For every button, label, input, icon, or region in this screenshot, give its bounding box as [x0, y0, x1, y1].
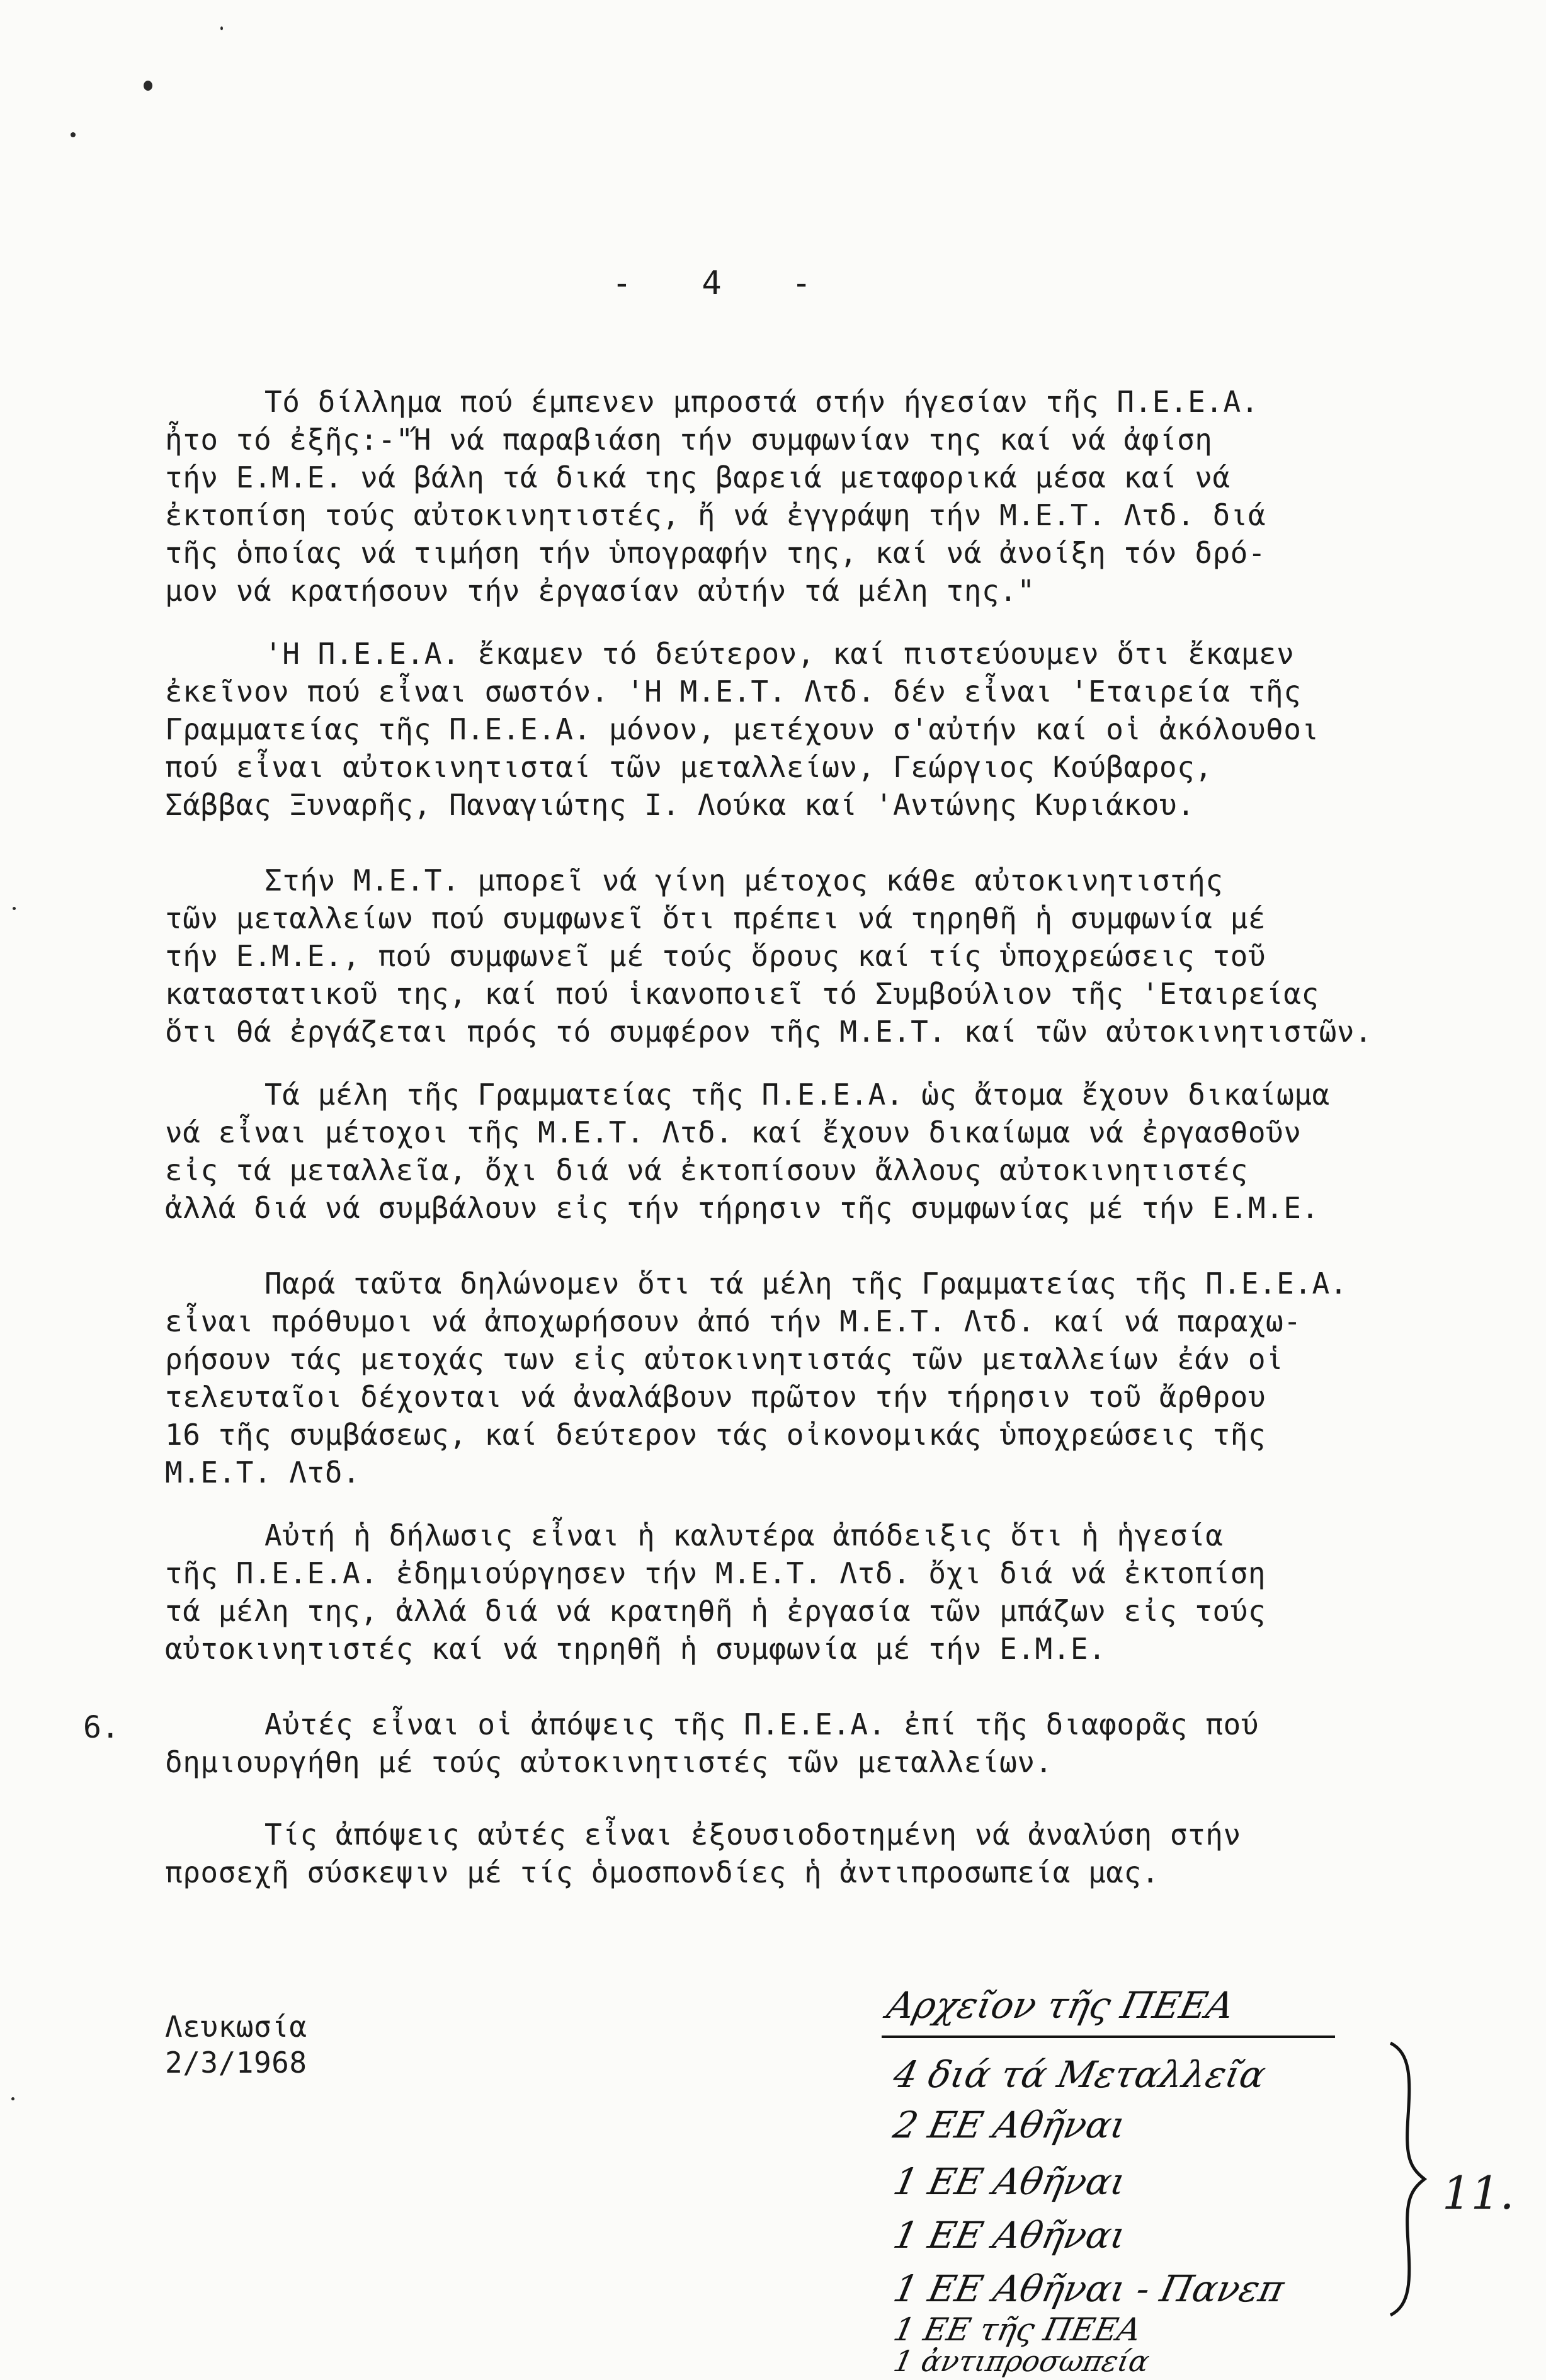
text-line: τῆς ὁποίας νά τιμήση τήν ὑπογραφήν της, καί νά ἀνοίξη τόν δρό-	[165, 536, 1266, 570]
distribution-count: 11.	[1442, 2166, 1515, 2219]
text-line: Παρά ταῦτα δηλώνομεν ὅτι τά μέλη τῆς Γραμματείας τῆς Π.Ε.Ε.Α.	[264, 1267, 1348, 1301]
text-line: Σάββας Ξυναρῆς, Παναγιώτης Ι. Λούκα καί 'Αντώνης Κυριάκου.	[165, 788, 1195, 822]
text-line: τελευταῖοι δέχονται νά ἀναλάβουν πρῶτον τήν τήρησιν τοῦ ἄρθρου	[165, 1380, 1266, 1414]
handwritten-entry: 4 διά τά Μεταλλεῖα	[889, 2053, 1270, 2096]
page-number: - 4 -	[611, 265, 837, 302]
handwritten-entry: 1 ΕΕ Αθῆναι	[889, 2214, 1130, 2257]
text-line: Αὐτή ἡ δήλωσις εἶναι ἡ καλυτέρα ἀπόδειξις ὅτι ἡ ἡγεσία	[264, 1518, 1224, 1552]
text-line: πού εἶναι αὐτοκινητισταί τῶν μεταλλείων, Γεώργιος Κούβαρος,	[165, 750, 1213, 784]
handwritten-entry: 1 ΕΕ τῆς ΠΕΕΑ	[890, 2311, 1144, 2348]
place: Λευκωσία	[165, 2010, 307, 2044]
text-line: ἐκτοπίση τούς αὐτοκινητιστές, ἤ νά ἐγγράψη τήν Μ.Ε.Τ. Λτδ. διά	[165, 498, 1266, 532]
text-line: ἐκεῖνον πού εἶναι σωστόν. 'Η Μ.Ε.Τ. Λτδ. δέν εἶναι 'Εταιρεία τῆς	[165, 675, 1302, 709]
text-line: Αὐτές εἶναι οἱ ἀπόψεις τῆς Π.Ε.Ε.Α. ἐπί τῆς διαφορᾶς πού	[264, 1707, 1259, 1741]
text-line: δημιουργήθη μέ τούς αὐτοκινητιστές τῶν μεταλλείων.	[165, 1745, 1053, 1779]
text-line: τῶν μεταλλείων πού συμφωνεῖ ὅτι πρέπει νά τηρηθῆ ἡ συμφωνία μέ	[165, 901, 1266, 935]
text-line: Τά μέλη τῆς Γραμματείας τῆς Π.Ε.Ε.Α. ὡς ἄτομα ἔχουν δικαίωμα	[264, 1078, 1330, 1112]
text-line: καταστατικοῦ της, καί πού ἱκανοποιεῖ τό Συμβούλιον τῆς 'Εταιρείας	[165, 977, 1319, 1011]
text-line: τῆς Π.Ε.Ε.Α. ἐδημιούργησεν τήν Μ.Ε.Τ. Λτδ. ὄχι διά νά ἐκτοπίση	[165, 1556, 1266, 1590]
scan-speck	[11, 2097, 14, 2100]
text-line: αὐτοκινητιστές καί νά τηρηθῆ ἡ συμφωνία μέ τήν Ε.Μ.Ε.	[165, 1632, 1106, 1666]
handwritten-entry: 1 ἀντιπροσωπεία	[890, 2344, 1153, 2378]
text-line: μον νά κρατήσουν τήν ἐργασίαν αὐτήν τά μέλη της."	[165, 574, 1035, 608]
curly-brace	[1385, 2041, 1429, 2318]
text-line: Στήν Μ.Ε.Τ. μπορεῖ νά γίνη μέτοχος κάθε αὐτοκινητιστής	[264, 863, 1224, 897]
text-line: εἶναι πρόθυμοι νά ἀποχωρήσουν ἀπό τήν Μ.Ε.Τ. Λτδ. καί νά παραχω-	[165, 1304, 1302, 1338]
text-line: τήν Ε.Μ.Ε., πού συμφωνεῖ μέ τούς ὅρους καί τίς ὑποχρεώσεις τοῦ	[165, 939, 1266, 973]
scan-speck	[220, 26, 223, 30]
text-line: νά εἶναι μέτοχοι τῆς Μ.Ε.Τ. Λτδ. καί ἔχουν δικαίωμα νά ἐργασθοῦν	[165, 1115, 1302, 1149]
text-line: ἀλλά διά νά συμβάλουν εἰς τήν τήρησιν τῆς συμφωνίας μέ τήν Ε.Μ.Ε.	[165, 1191, 1319, 1225]
handwritten-heading: Αρχεῖον τῆς ΠΕΕΑ	[883, 1984, 1238, 2027]
text-line: ἦτο τό ἐξῆς:-"Ή νά παραβιάση τήν συμφωνίαν της καί νά ἀφίση	[165, 423, 1213, 457]
text-line: Τό δίλλημα πού έμπενεν μπροστά στήν ήγεσίαν τῆς Π.Ε.Ε.Α.	[264, 385, 1259, 419]
date: 2/3/1968	[165, 2046, 307, 2080]
text-line: τά μέλη της, ἀλλά διά νά κρατηθῆ ἡ ἐργασία τῶν μπάζων εἰς τούς	[165, 1594, 1266, 1628]
handwritten-entry: 1 ΕΕ Αθῆναι	[889, 2160, 1130, 2203]
handwritten-underline	[882, 2036, 1335, 2038]
text-line: Τίς ἀπόψεις αὐτές εἶναι ἐξουσιοδοτημένη νά ἀναλύση στήν	[264, 1818, 1241, 1852]
text-line: ὅτι θά ἐργάζεται πρός τό συμφέρον τῆς Μ.Ε.Τ. καί τῶν αὐτοκινητιστῶν.	[165, 1015, 1373, 1049]
text-line: ρήσουν τάς μετοχάς των εἰς αὐτοκινητιστάς τῶν μεταλλείων ἐάν οἱ	[165, 1342, 1284, 1376]
text-line: 16 τῆς συμβάσεως, καί δεύτερον τάς οἰκονομικάς ὑποχρεώσεις τῆς	[165, 1418, 1266, 1452]
scan-speck	[13, 907, 16, 910]
text-line: προσεχῆ σύσκεψιν μέ τίς ὁμοσπονδίες ἡ ἀντιπροσωπεία μας.	[165, 1855, 1159, 1889]
text-line: Γραμματείας τῆς Π.Ε.Ε.Α. μόνον, μετέχουν σ'αὐτήν καί οἱ ἀκόλουθοι	[165, 712, 1319, 746]
scan-speck	[144, 81, 152, 91]
text-line: Μ.Ε.Τ. Λτδ.	[165, 1455, 361, 1489]
text-line: εἰς τά μεταλλεῖα, ὄχι διά νά ἐκτοπίσουν ἄλλους αὐτοκινητιστές	[165, 1153, 1248, 1187]
paragraph-number: 6.	[83, 1710, 120, 1745]
text-line: 'Η Π.Ε.Ε.Α. ἔκαμεν τό δεύτερον, καί πιστεύουμεν ὅτι ἔκαμεν	[264, 637, 1295, 671]
handwritten-entry: 2 ΕΕ Αθῆναι	[889, 2104, 1130, 2146]
scan-speck	[71, 132, 76, 137]
text-line: τήν Ε.Μ.Ε. νά βάλη τά δικά της βαρειά μεταφορικά μέσα καί νά	[165, 460, 1231, 494]
handwritten-entry: 1 ΕΕ Αθῆναι - Πανεπ	[889, 2267, 1288, 2310]
